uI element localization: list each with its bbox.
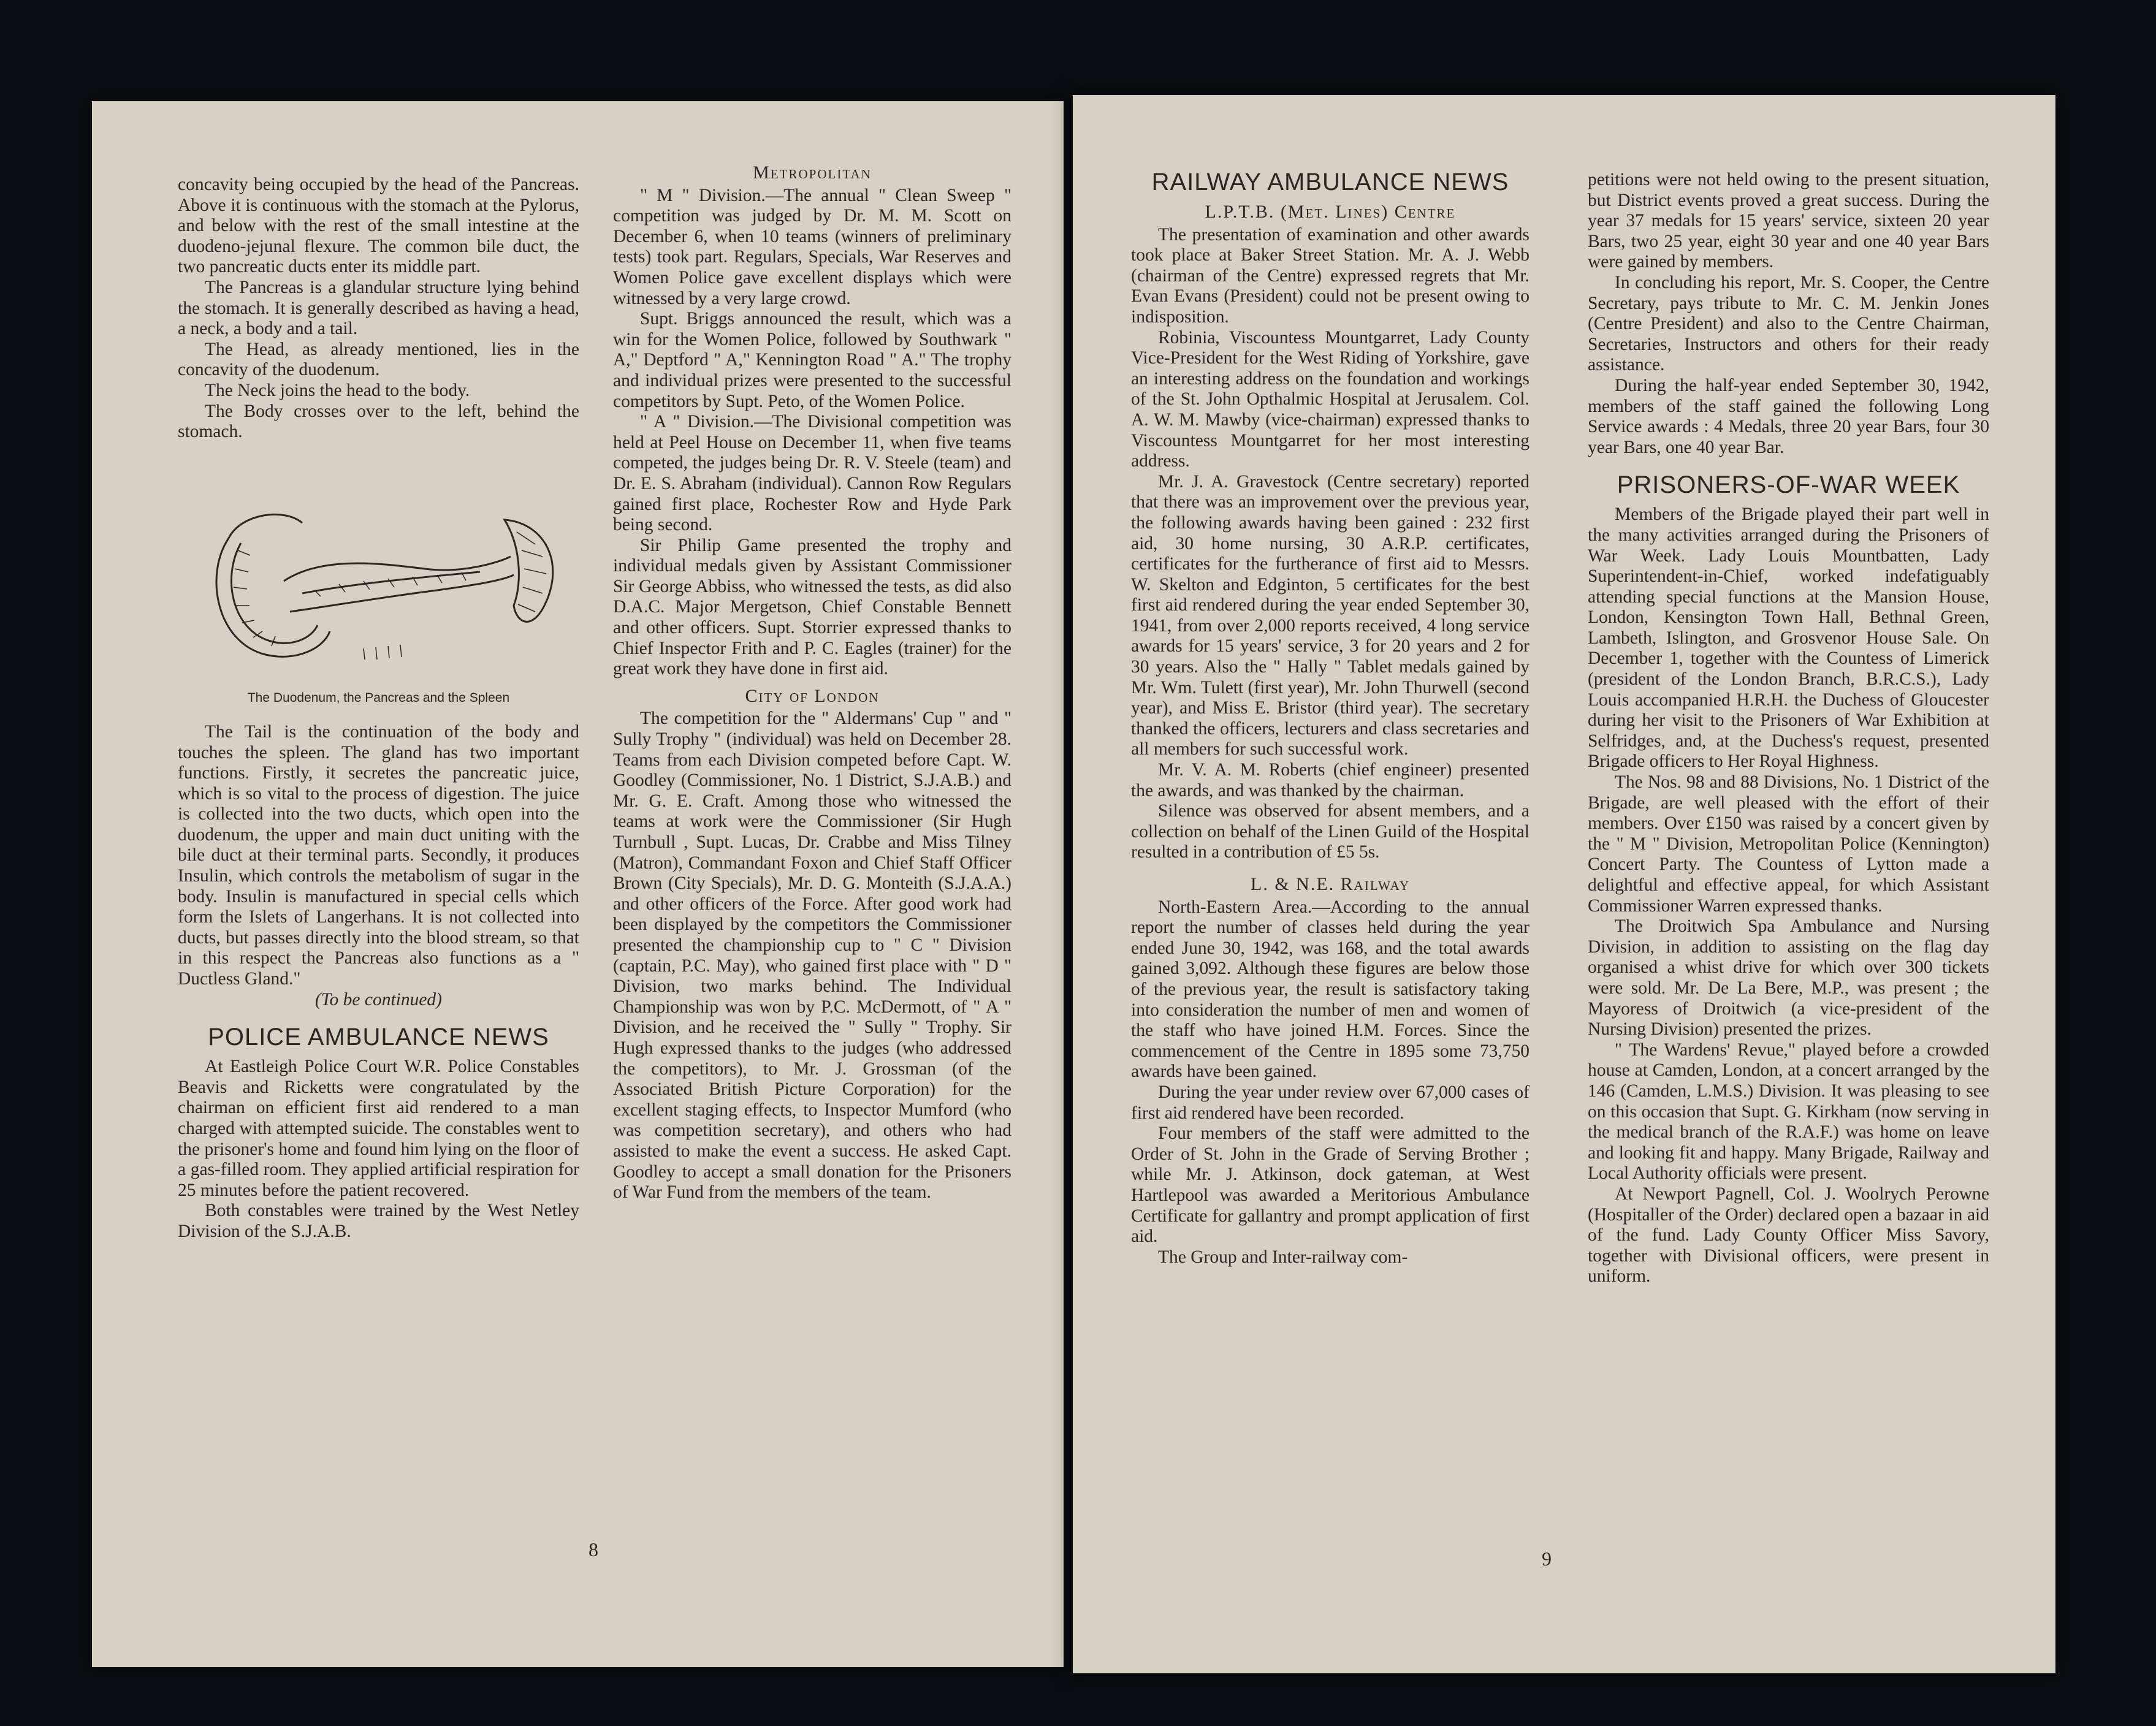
paragraph: In concluding his report, Mr. S. Cooper, the Centre Secretary, pays tribute to Mr. C. M. Jenkin Jones (Centre President) and also to the Centre Chairman, Secretaries, Instructors and others for their ready assistance. [1588,272,1989,375]
subheading-city-of-london: City of London [745,685,880,706]
left-column-2 [613,162,1011,1203]
paragraph: Supt. Briggs announced the result, which was a win for the Women Police, followed by Southwark " A," Deptford " A," Kennington Road " A." The trophy and individual prizes were presented to the successful competitors by Supt. Peto, of the Women Police. [613,309,1011,411]
left-page [92,101,1064,1667]
paragraph: Robinia, Viscountess Mountgarret, Lady County Vice-President for the West Riding of Yorkshire, gave an interesting address on the foundation and workings of the St. John Opthalmic Hospital at Jerusalem. Col. A. W. M. Mawby (vice-chairman) expressed thanks to Viscountess Mountgarret for her most interesting address. [1131,327,1529,471]
right-column-1 [1131,169,1529,1268]
paragraph: The Pancreas is a glandular structure lying behind the stomach. It is generally described as having a head, a neck, a body and a tail. [178,277,579,339]
page-number: 9 [1542,1548,1552,1570]
paragraph: concavity being occupied by the head of the Pancreas. Above it is continuous with the stomach at the Pylorus, and below with the rest of the small intestine at the duodeno-jejunal flexure. The common bile duct, the two pancreatic ducts enter its middle part. [178,175,579,277]
section-heading-pow-week: PRISONERS-OF-WAR WEEK [1617,471,1960,499]
paragraph: During the half-year ended September 30, 1942, members of the staff gained the following Long Service awards : 4 Medals, three 20 year Bars, four 30 year Bars, one 40 year Bar. [1588,375,1989,457]
paragraph: The Nos. 98 and 88 Divisions, No. 1 District of the Brigade, are well pleased with the effort of their members. Over £150 was raised by a concert given by the " M " Division, Metropolitan Police (Kennington) Concert Party. The Countess of Lytton made a delightful and effective appeal, for which Assistant Commissioner Warren expressed thanks. [1588,772,1989,916]
paragraph: The Droitwich Spa Ambulance and Nursing Division, in addition to assisting on the flag day organised a whist drive for which over 300 tickets were sold. Mr. De La Bere, M.P., was present ; the Mayoress of Droitwich (a vice-president of the Nursing Division) presented the prizes. [1588,916,1989,1040]
paragraph: " M " Division.—The annual " Clean Sweep " competition was judged by Dr. M. M. Scott on December 6, when 10 teams (winners of preliminary tests) took part. Regulars, Specials, War Reserves and Women Police gave excellent displays which were witnessed by a very large crowd. [613,185,1011,308]
paragraph: Both constables were trained by the West Netley Division of the S.J.A.B. [178,1201,579,1241]
right-column-2 [1588,170,1989,1287]
paragraph: Silence was observed for absent members, and a collection on behalf of the Linen Guild of the Hospital resulted in a contribution of £5 5s. [1131,801,1529,862]
paragraph: Members of the Brigade played their part well in the many activities arranged during the Prisoners of War Week. Lady Louis Mountbatten, Lady Superintendent-in-Chief, worked indefatiguably attending special functions at the Mansion House, London, Kensington Town Hall, Bethnal Green, Lambeth, Islington, and Grosvenor House Sale. On December 1, together with the Countess of Limerick (president of the London Branch, B.R.C.S.), Lady Louis accompanied H.R.H. the Duchess of Gloucester during her visit to the Prisoners of War Exhibition at Selfridges, and, at the Duchess's request, presented Brigade officers to Her Royal Highness. [1588,504,1989,772]
continued-note: (To be continued) [314,989,443,1009]
subheading-lptb: L.P.T.B. (Met. Lines) Centre [1205,202,1456,222]
left-column-1 [178,175,579,1242]
paragraph: At Newport Pagnell, Col. J. Woolrych Perowne (Hospitaller of the Order) declared open a bazaar in aid of the fund. Lady County Officer Miss Savory, together with Divisional officers, were present in uniform. [1588,1184,1989,1287]
paragraph: petitions were not held owing to the present situation, but District events proved a great success. During the year 37 medals for 15 years' service, sixteen 20 year Bars, two 25 year, eight 30 year and one 40 year Bars were gained by members. [1588,170,1989,272]
paragraph: " A " Division.—The Divisional competition was held at Peel House on December 11, when five teams competed, the judges being Dr. R. V. Steele (team) and Dr. E. S. Abraham (individual). Cannon Row Regulars gained first place, Rochester Row and Hyde Park being second. [613,412,1011,535]
subheading-metropolitan: Metropolitan [753,162,872,183]
pancreas-illustration-icon [178,465,579,685]
subheading-lner: L. & N.E. Railway [1251,874,1410,894]
section-heading-police: POLICE AMBULANCE NEWS [208,1024,549,1051]
paragraph: The Group and Inter-railway com- [1158,1247,1408,1267]
paragraph: Four members of the staff were admitted to the Order of St. John in the Grade of Serving Brother ; while Mr. J. Atkinson, dock gateman, at West Hartlepool was awarded a Meritorious Ambulance Certificate for gallantry and prompt application of first aid. [1131,1123,1529,1247]
paragraph: The Neck joins the head to the body. [205,380,470,400]
section-heading-railway: RAILWAY AMBULANCE NEWS [1151,169,1509,196]
right-page [1073,95,2055,1673]
paragraph: During the year under review over 67,000 cases of first aid rendered have been recorded. [1131,1082,1529,1123]
paragraph: The competition for the " Aldermans' Cup " and " Sully Trophy " (individual) was held on December 28. Teams from each Division competed before Capt. W. Goodley (Commissioner, No. 1 District, S.J.A.B.) and Mr. G. E. Craft. Among those who witnessed the teams at work were the Commissioner (Sir Hugh Turnbull , Supt. Lucas, Dr. Crabbe and Miss Tilney (Matron), Commandant Foxon and Chief Staff Officer Brown (City Specials), Mr. D. G. Monteith (S.J.A.A.) and other officers of the Force. After good work had been displayed by the competitors the Commissioner presented the championship cup to " C " Division (captain, P.C. May), who gained first place with " D " Division, two marks behind. The Individual Championship was won by P.C. McDermott, of " A " Division, and he received the " Sully " Trophy. Sir Hugh expressed thanks to the judges (who addressed the competitors), to Mr. J. Grossman (of the Associated British Picture Corporation) for the excellent staging effects, to Inspector Mumford (who was competition secretary), and others who had assisted to make the event a success. He asked Capt. Goodley to accept a small donation for the Prisoners of War Fund from the members of the team. [613,709,1011,1203]
page-number: 8 [589,1538,598,1561]
paragraph: The presentation of examination and other awards took place at Baker Street Station. Mr. A. J. Webb (chairman of the Centre) expressed regrets that Mr. Evan Evans (President) could not be present owing to indisposition. [1131,224,1529,327]
paragraph: " The Wardens' Revue," played before a crowded house at Camden, London, at a concert arranged by the 146 (Camden, L.M.S.) Division. It was pleasing to see on this occasion that Supt. G. Kirkham (now serving in the medical branch of the R.A.F.) was home on leave and looking fit and happy. Many Brigade, Railway and Local Authority officials were present. [1588,1040,1989,1184]
paragraph: Mr. V. A. M. Roberts (chief engineer) presented the awards, and was thanked by the chairman. [1131,760,1529,800]
paragraph: North-Eastern Area.—According to the annual report the number of classes held during the year ended June 30, 1942, was 168, and the total awards gained 3,092. Although these figures are below those of the previous year, the result is satisfactory taking into consideration the number of men and women of the staff who have joined H.M. Forces. Since the commencement of the Centre in 1895 some 73,750 awards have been gained. [1131,897,1529,1082]
paragraph: The Head, as already mentioned, lies in the concavity of the duodenum. [178,339,579,380]
paragraph: The Body crosses over to the left, behind the stomach. [178,401,579,442]
paragraph: Sir Philip Game presented the trophy and individual medals given by Assistant Commissioner Sir George Abbiss, who witnessed the tests, as did also D.A.C. Major Mergetson, Chief Constable Bennett and other officers. Supt. Storrier expressed thanks to Chief Inspector Frith and P. C. Eagles (trainer) for the great work they have done in first aid. [613,535,1011,679]
paragraph: Mr. J. A. Gravestock (Centre secretary) reported that there was an improvement over the previous year, the following awards having been gained : 232 first aid, 30 home nursing, 30 A.R.P. certificates, certificates for the furtherance of first aid to Messrs. W. Skelton and Edginton, 5 certificates for the best first aid rendered during the year ended September 30, 1941, from over 2,000 reports received, 4 long service awards for 15 years' service, 3 for 20 years and 2 for 30 years. Also the " Hally " Tablet medals gained by Mr. Wm. Tulett (first year), Mr. John Thurwell (second year), and Miss E. Bristor (third year). The secretary thanked the officers, lecturers and class secretaries and all members for such successful work. [1131,471,1529,759]
figure-caption: The Duodenum, the Pancreas and the Spleen [247,691,510,705]
paragraph: At Eastleigh Police Court W.R. Police Constables Beavis and Ricketts were congratulated by the chairman on efficient first aid rendered to a man charged with attempted suicide. The constables went to the prisoner's home and found him lying on the floor of a gas-filled room. They applied artificial respiration for 25 minutes before the patient recovered. [178,1057,579,1200]
paragraph: The Tail is the continuation of the body and touches the spleen. The gland has two important functions. Firstly, it secretes the pancreatic juice, which is so vital to the process of digestion. The juice is collected into the two ducts, which open into the duodenum, the upper and main duct uniting with the bile duct at their terminal parts. Secondly, it produces Insulin, which controls the metabolism of sugar in the body. Insulin is manufactured in special cells which form the Islets of Langerhans. It is not collected into ducts, but passes directly into the blood stream, so that in this respect the Pancreas also functions as a " Ductless Gland." [178,721,579,989]
